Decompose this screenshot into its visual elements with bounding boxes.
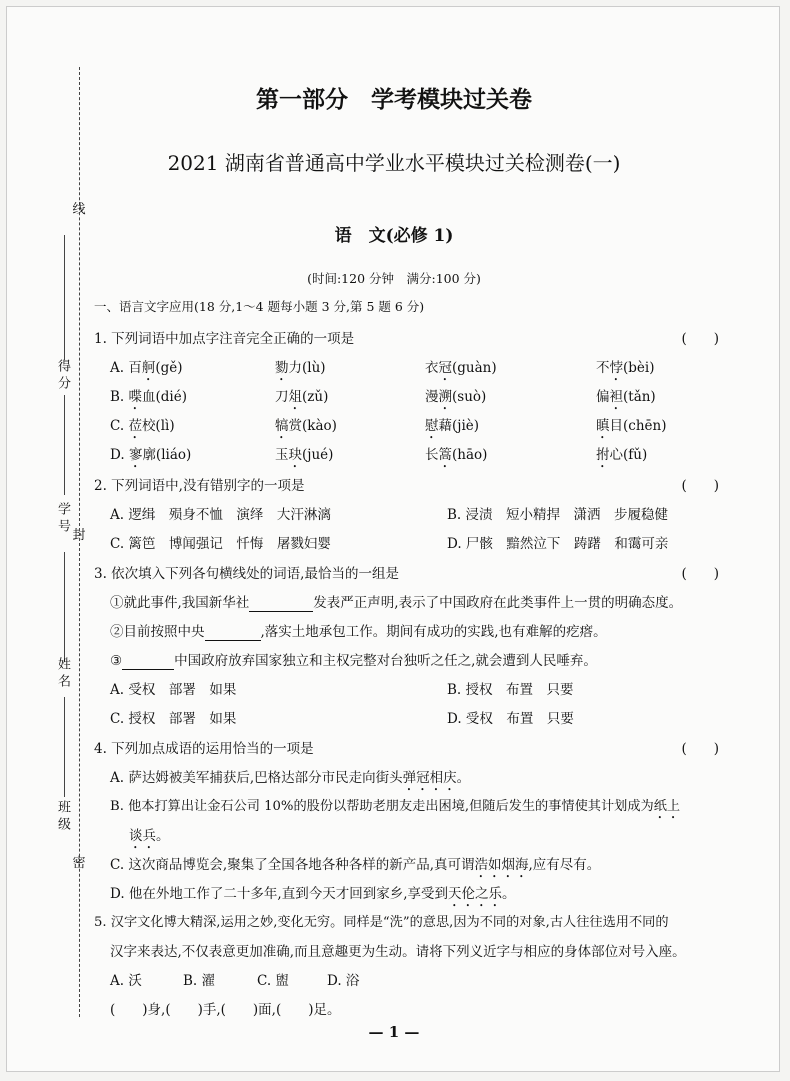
- side-label-xuehao: 学号: [55, 502, 70, 536]
- q4-option-a: A. 萨达姆被美军捕获后,巴格达部分市民走向街头弹冠相庆。: [110, 770, 471, 786]
- q3-blank-1[interactable]: [249, 595, 313, 612]
- q3-blank-2[interactable]: [205, 624, 261, 641]
- section-heading: 一、语言文字应用(18 分,1～4 题每小题 3 分,第 5 题 6 分): [94, 299, 425, 314]
- q1-option-b-word-4: 偏袒(tǎn): [596, 389, 656, 405]
- q1-option-b-word-3: 漫溯(suò): [425, 389, 487, 405]
- side-label-banji: 班级: [55, 800, 70, 834]
- q5-option-d: D. 浴: [327, 973, 360, 989]
- exam-page: [6, 6, 780, 1072]
- q1-option-c-word-1: C. 莅校(lì): [110, 418, 175, 434]
- time-info: (时间:120 分钟 满分:100 分): [307, 271, 481, 286]
- q1-option-c-word-4: 瞋目(chēn): [596, 418, 667, 434]
- q1-option-d-word-3: 长篙(hāo): [425, 447, 488, 463]
- q3-option-d: D. 受权 布置 只要: [447, 711, 574, 727]
- q4-stem: 4. 下列加点成语的运用恰当的一项是: [94, 741, 314, 757]
- exam-title: 2021 湖南省普通高中学业水平模块过关检测卷(一): [167, 151, 621, 175]
- q3-answer-bracket[interactable]: ( ): [681, 566, 719, 582]
- q4-option-b-cont: 谈兵。: [129, 828, 170, 844]
- q1-option-c-word-2: 犒赏(kào): [275, 418, 337, 434]
- q4-option-b: B. 他本打算出让金石公司 10%的股份以帮助老朋友走出困境,但随后发生的事情使其计划成为纸上: [110, 799, 681, 814]
- q3-option-b: B. 授权 布置 只要: [447, 682, 574, 698]
- side-label-xingming: 姓名: [55, 657, 70, 691]
- q5-option-a: A. 沃: [110, 973, 142, 989]
- q1-option-c-word-3: 慰藉(jiè): [425, 418, 480, 434]
- q1-answer-bracket[interactable]: ( ): [681, 331, 719, 347]
- q2-option-b: B. 浸渍 短小精捍 潇洒 步履稳健: [447, 507, 669, 523]
- side-label-defen: 得分: [55, 359, 70, 393]
- part-title: 第一部分 学考模块过关卷: [256, 87, 532, 113]
- side-label-xian: 线: [72, 202, 86, 217]
- xuehao-blank-line: [64, 395, 65, 495]
- q2-answer-bracket[interactable]: ( ): [681, 478, 719, 494]
- q4-option-c: C. 这次商品博览会,聚集了全国各地各种各样的新产品,真可谓浩如烟海,应有尽有。: [110, 857, 601, 873]
- xingming-blank-line: [64, 552, 65, 662]
- q1-option-a-word-1: A. 百舸(gě): [110, 360, 183, 376]
- q5-option-b: B. 濯: [183, 973, 216, 989]
- q3-option-c: C. 授权 部署 如果: [110, 711, 237, 727]
- q3-blank-3[interactable]: [122, 653, 174, 670]
- q1-option-b-word-2: 刀俎(zǔ): [275, 389, 329, 405]
- q3-stem: 3. 依次填入下列各句横线处的词语,最恰当的一组是: [94, 566, 399, 582]
- q1-option-d-word-1: D. 寥廓(liáo): [110, 447, 192, 463]
- q2-stem: 2. 下列词语中,没有错别字的一项是: [94, 478, 305, 494]
- q1-option-a-word-4: 不悖(bèi): [596, 360, 655, 376]
- q3-sentence-2: ②目前按照中央 ,落实土地承包工作。期间有成功的实践,也有难解的疙瘩。: [110, 624, 607, 640]
- page-number: — 1 —: [368, 1023, 420, 1041]
- q2-option-c: C. 篱笆 博闻强记 忏悔 屠戮妇婴: [110, 536, 331, 552]
- q2-option-a: A. 逻缉 殒身不恤 演绎 大汗淋漓: [110, 507, 331, 523]
- subject-title: 语 文(必修 1): [334, 226, 454, 246]
- defen-blank-line: [64, 235, 65, 360]
- q1-option-d-word-4: 拊心(fǔ): [596, 447, 648, 463]
- q5-line-1: 5. 汉字文化博大精深,运用之妙,变化无穷。同样是“洗”的意思,因为不同的对象,古人往往选用不同的: [94, 915, 669, 930]
- q3-sentence-3: ③ 中国政府放弃国家独立和主权完整对台独听之任之,就会遭到人民唾弃。: [110, 653, 597, 669]
- q5-line-2: 汉字来表达,不仅表意更加准确,而且意趣更为生动。请将下列义近字与相应的身体部位对号入座。: [110, 944, 686, 960]
- q3-option-a: A. 受权 部署 如果: [110, 682, 237, 698]
- q1-option-a-word-2: 勠力(lù): [275, 360, 326, 376]
- side-label-mi: 密: [72, 856, 86, 871]
- q1-stem: 1. 下列词语中加点字注音完全正确的一项是: [94, 331, 355, 347]
- q4-option-d: D. 他在外地工作了二十多年,直到今天才回到家乡,享受到天伦之乐。: [110, 886, 516, 902]
- q2-option-d: D. 尸骸 黯然泣下 踌躇 和霭可亲: [447, 536, 669, 552]
- q5-fill-line[interactable]: ( )身,( )手,( )面,( )足。: [110, 1002, 341, 1018]
- q1-option-b-word-1: B. 喋血(dié): [110, 389, 187, 405]
- q1-option-d-word-2: 玉玦(jué): [275, 447, 334, 463]
- q4-answer-bracket[interactable]: ( ): [681, 741, 719, 757]
- q3-sentence-1: ①就此事件,我国新华社 发表严正声明,表示了中国政府在此类事件上一贯的明确态度。: [110, 595, 683, 611]
- q1-option-a-word-3: 衣冠(guàn): [425, 360, 497, 376]
- q5-option-c: C. 盥: [257, 973, 289, 989]
- side-label-feng: 封: [72, 528, 86, 543]
- banji-blank-line: [64, 697, 65, 797]
